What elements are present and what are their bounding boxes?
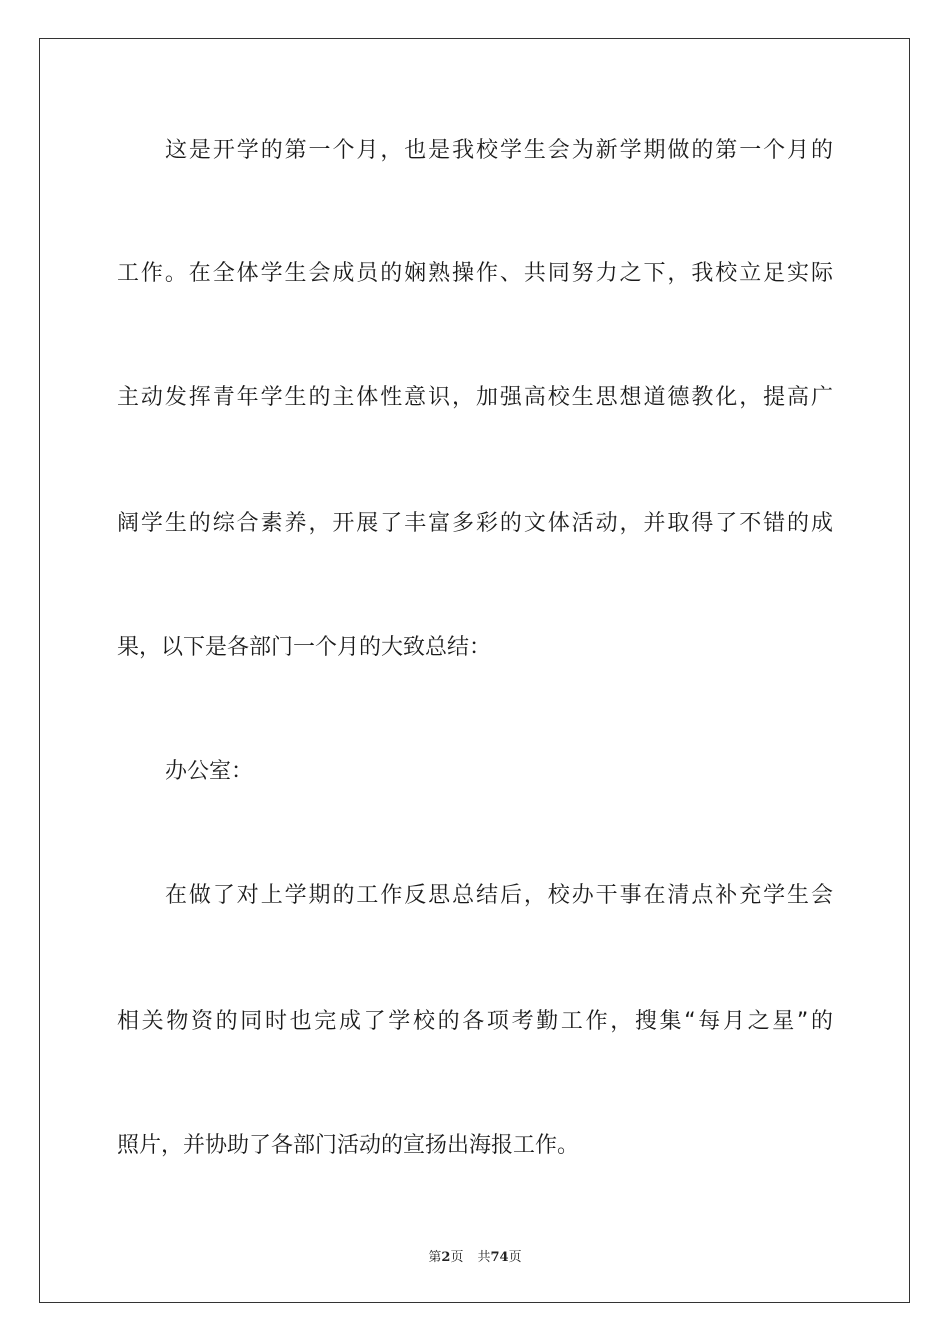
paragraph-line: 这是开学的第一个月，也是我校学生会为新学期做的第一个月的 xyxy=(165,138,833,163)
paragraph-line: 照片，并协助了各部门活动的宣扬出海报工作。 xyxy=(117,1133,580,1158)
total-suffix: 页 xyxy=(508,1250,522,1265)
total-prefix: 共 xyxy=(477,1250,491,1265)
page-border xyxy=(39,38,910,1303)
paragraph-line: 相关物资的同时也完成了学校的各项考勤工作，搜集“每月之星”的 xyxy=(117,1009,833,1034)
paragraph-line: 果，以下是各部门一个月的大致总结： xyxy=(117,635,492,660)
paragraph-line: 阔学生的综合素养，开展了丰富多彩的文体活动，并取得了不错的成 xyxy=(117,511,833,536)
paragraph-line: 工作。在全体学生会成员的娴熟操作、共同努力之下，我校立足实际 xyxy=(117,261,833,286)
paragraph-line: 主动发挥青年学生的主体性意识，加强高校生思想道德教化，提高广 xyxy=(117,385,833,410)
page-suffix: 页 xyxy=(450,1250,464,1265)
section-heading: 办公室： xyxy=(165,759,254,784)
total-pages: 74 xyxy=(490,1250,509,1265)
page-number: 2 xyxy=(441,1250,451,1265)
page-footer xyxy=(0,1246,950,1265)
paragraph-line: 在做了对上学期的工作反思总结后，校办干事在清点补充学生会 xyxy=(165,883,833,908)
page-prefix: 第 xyxy=(428,1250,442,1265)
